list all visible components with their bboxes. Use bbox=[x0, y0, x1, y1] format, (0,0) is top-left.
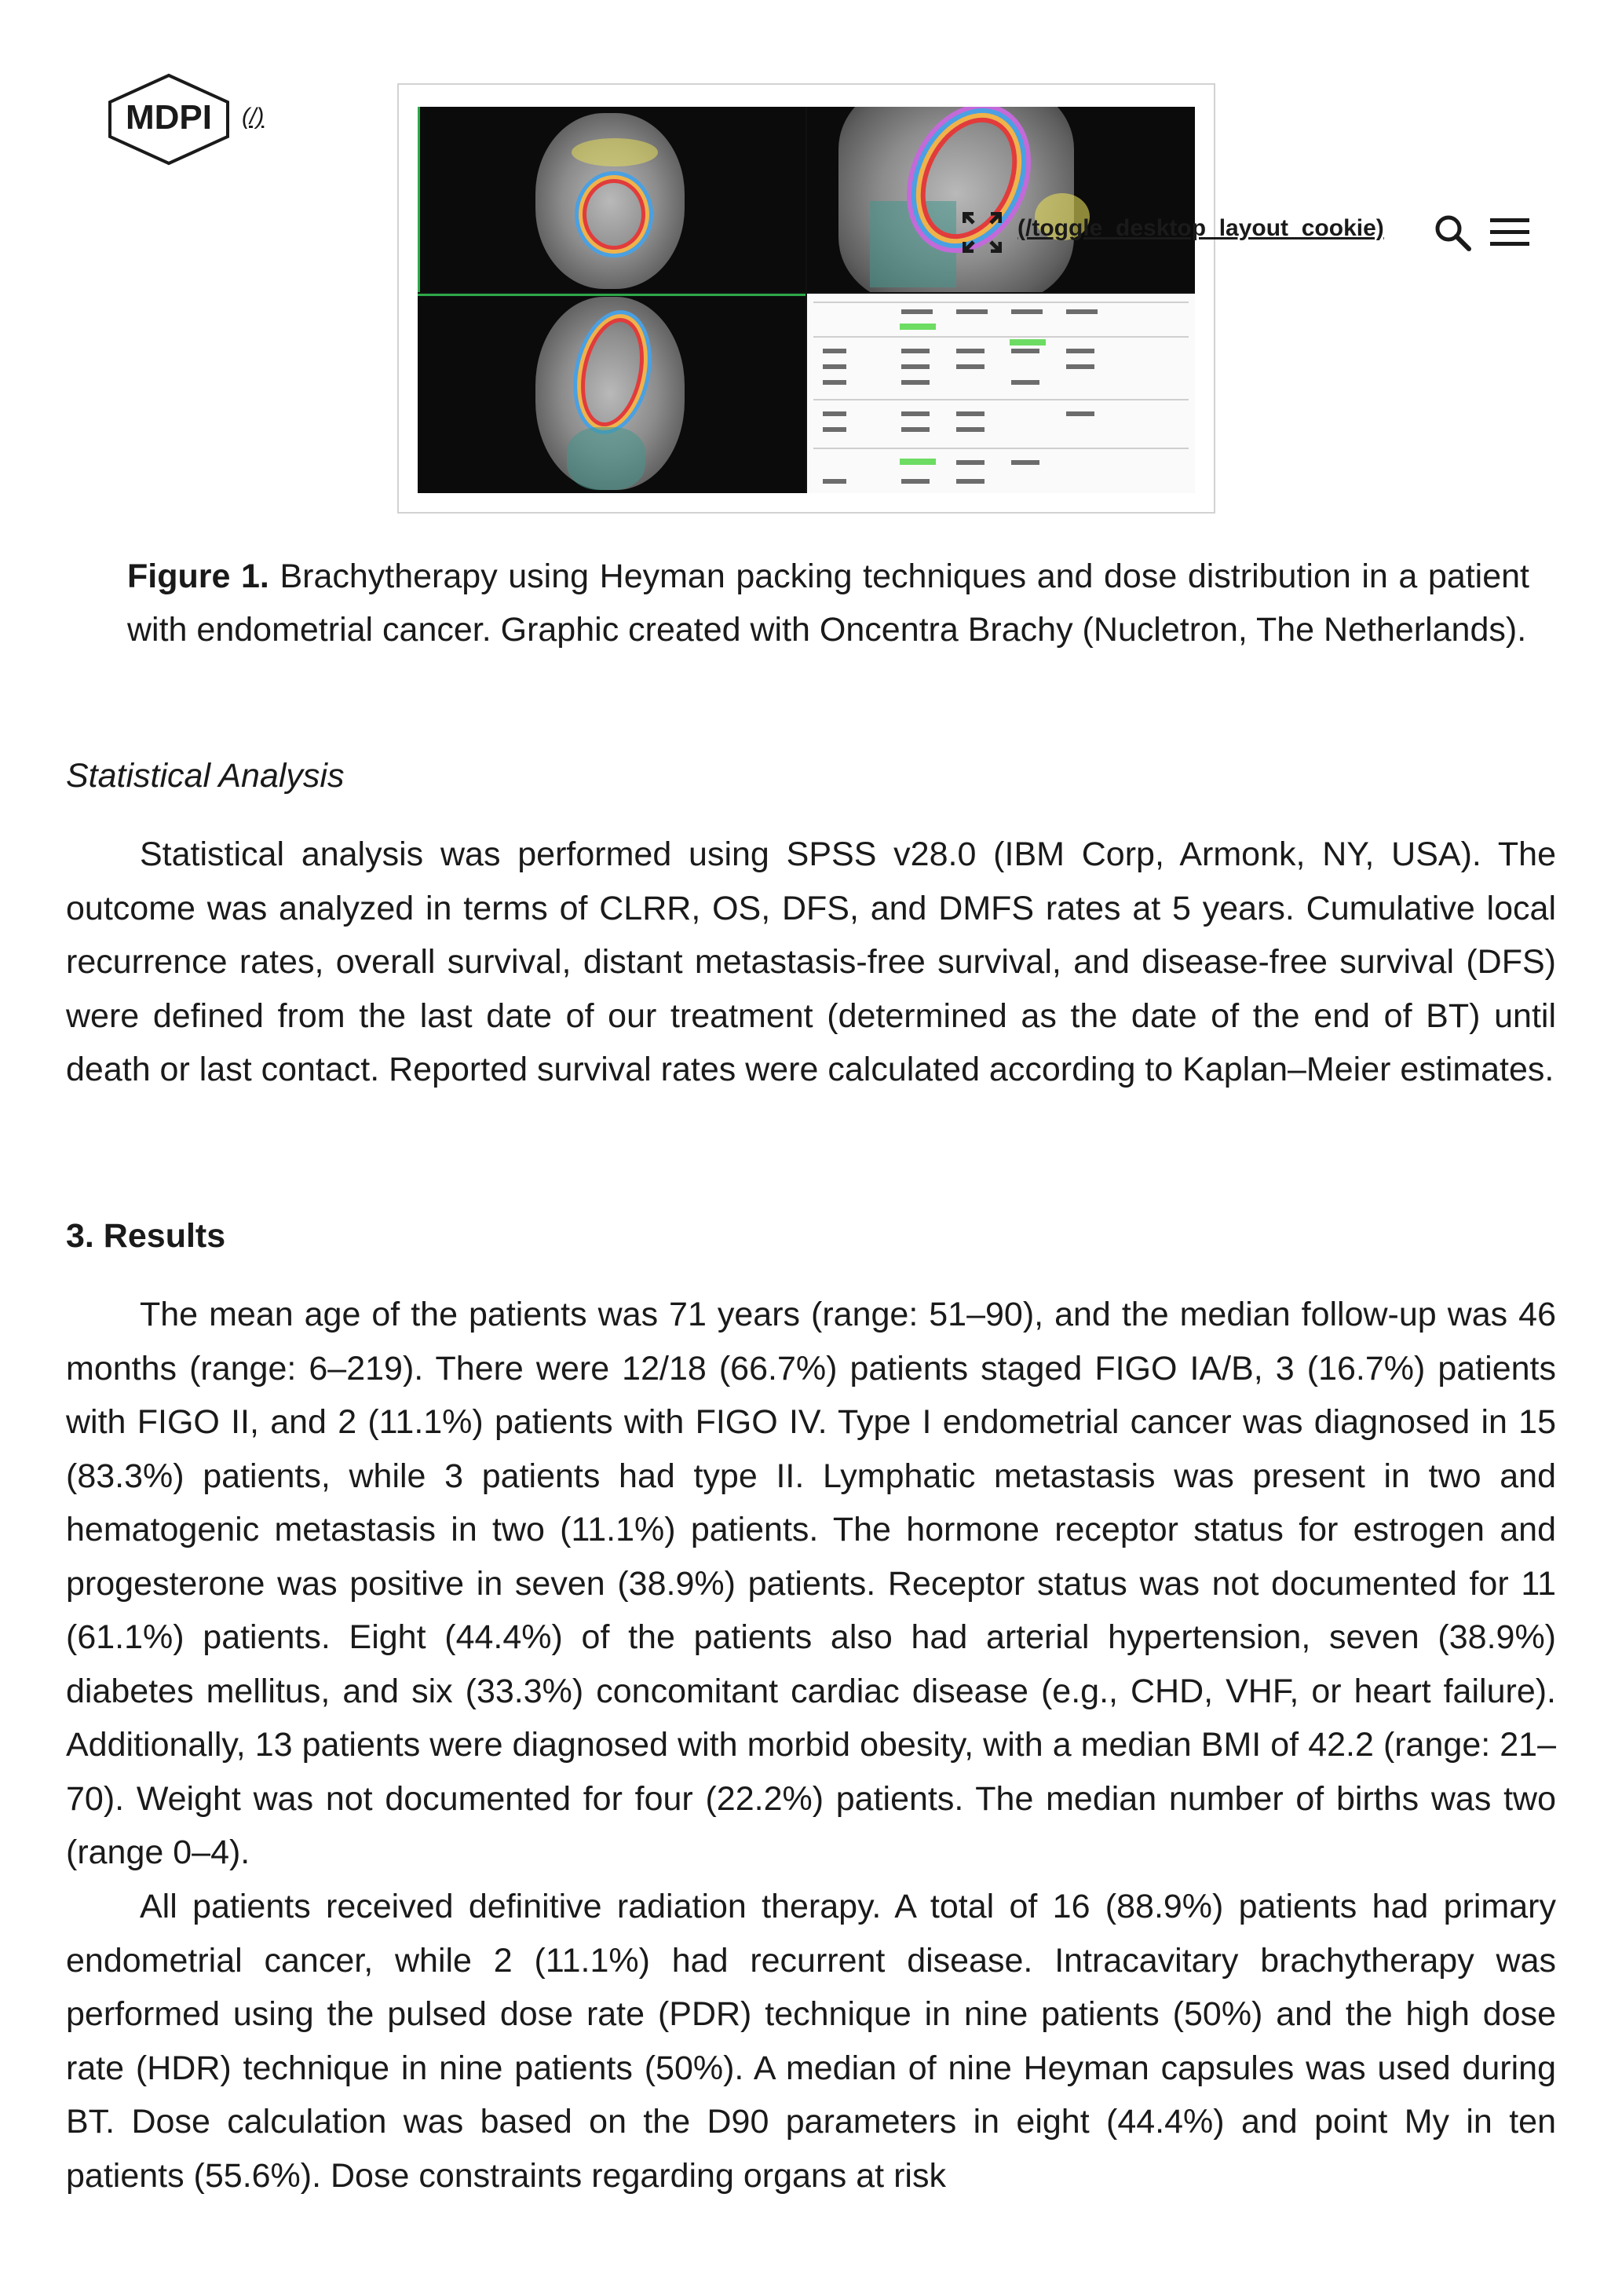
figure-caption-text: Brachytherapy using Heyman packing techniques and dose distribution in a patient with endometrial cancer. Graphic created with Oncentra Brachy (Nucletron, The Netherlands). bbox=[127, 558, 1530, 649]
figure-1-caption bbox=[127, 550, 1529, 656]
expand-icon[interactable] bbox=[963, 212, 1002, 253]
dose-volume-table bbox=[807, 294, 1195, 493]
mdpi-logo-mark bbox=[102, 72, 236, 166]
toggle-desktop-layout-link[interactable]: (/toggle_desktop_layout_cookie) bbox=[1017, 215, 1384, 241]
results-paragraph-1: The mean age of the patients was 71 years (range: 51–90), and the median follow-up was 46 months (range: 6–219). There were 12/18 (66.7%) patients staged FIGO IA/B, 3 (16.7%) patients with FIGO II, and 2 (11.1%) patients with FIGO IV. Type I endometrial cancer was diagnosed in 15 (83.3%) patients, while 3 patients had type II. Lymphatic metastasis was present in two and hematogenic metastasis in two (11.1%) patients. The hormone receptor status for estrogen and progesterone was positive in seven (38.9%) patients. Receptor status was not documented for 11 (61.1%) patients. Eight (44.4%) of the patients also had arterial hypertension, seven (38.9%) diabetes mellitus, and six (33.3%) concomitant cardiac disease (e.g., CHD, VHF, or heart failure). Additionally, 13 patients were diagnosed with morbid obesity, with a median BMI of 42.2 (range: 21–70). Weight was not documented for four (22.2%) patients. The median number of births was two (range 0–4). bbox=[66, 1296, 1556, 1871]
results-paragraph-2: All patients received definitive radiation therapy. A total of 16 (88.9%) patients had primary endometrial cancer, while 2 (11.1%) had recurrent disease. Intracavitary brachytherapy was performed using the pulsed dose rate (PDR) technique in nine patients (50%) and the high dose rate (HDR) technique in nine patients (50%). A median of nine Heyman capsules was used during BT. Dose calculation was based on the D90 parameters in eight (44.4%) and point My in ten patients (55.6%). Dose constraints regarding organs at risk bbox=[66, 1888, 1556, 2195]
ct-scan-coronal bbox=[418, 294, 806, 493]
ct-scan-axial bbox=[418, 107, 806, 292]
ct-scan-sagittal bbox=[807, 107, 1195, 292]
statistical-analysis-heading: Statistical Analysis bbox=[66, 757, 345, 795]
search-icon[interactable] bbox=[1434, 214, 1471, 251]
figure-1-image bbox=[418, 107, 1195, 493]
statistical-analysis-paragraph: Statistical analysis was performed using SPSS v28.0 (IBM Corp, Armonk, NY, USA). The outcome was analyzed in terms of CLRR, OS, DFS, and DMFS rates at 5 years. Cumulative local recurrence rates, overall survival, distant metastasis-free survival, and disease-free survival (DFS) were defined from the last date of our treatment (determined as the date of the end of BT) until death or last contact. Reported survival rates were calculated according to Kaplan–Meier estimates. bbox=[66, 835, 1556, 1088]
mdpi-logo[interactable] bbox=[102, 72, 283, 166]
figure-label: Figure 1. bbox=[127, 558, 269, 595]
results-heading: 3. Results bbox=[66, 1217, 226, 1255]
home-link[interactable]: (/) bbox=[242, 104, 265, 130]
figure-1-frame[interactable] bbox=[397, 83, 1215, 514]
menu-icon[interactable] bbox=[1489, 217, 1531, 248]
svg-text:MDPI: MDPI bbox=[126, 98, 212, 137]
